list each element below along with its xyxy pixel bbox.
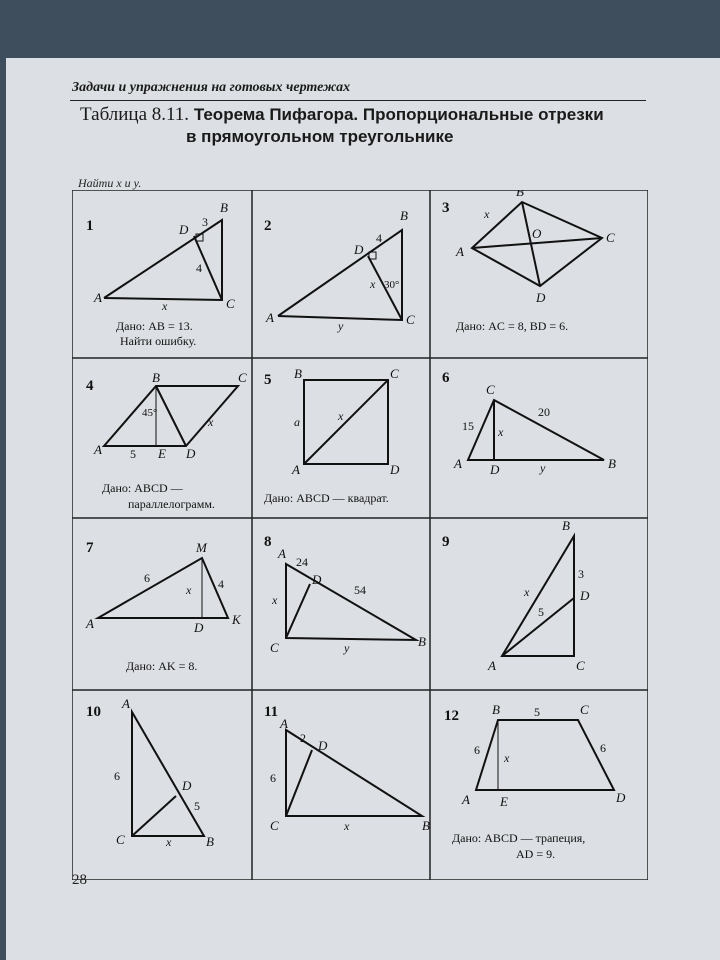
problem-number: 4 [86, 378, 94, 394]
label-A: A [94, 290, 102, 305]
segment-label: 15 [462, 419, 474, 433]
label-D: D [179, 222, 189, 237]
problem-grid-svg [72, 190, 648, 880]
label-A: A [462, 792, 470, 807]
label-D: D [186, 446, 196, 461]
given-text: параллелограмм. [128, 497, 215, 511]
given-text: Дано: AC = 8, BD = 6. [456, 319, 569, 333]
segment-label: 2 [300, 731, 306, 745]
problem-4 [86, 370, 247, 511]
label-A: A [122, 696, 130, 711]
label-B: B [418, 634, 426, 649]
label-A: A [488, 658, 496, 673]
segment-label: 5 [194, 799, 200, 813]
given-text: Дано: ABCD — квадрат. [264, 491, 389, 505]
label-A: A [454, 456, 462, 471]
problem-1 [86, 200, 235, 348]
label-B: B [294, 366, 302, 381]
label-B: B [152, 370, 160, 385]
problem-number: 8 [264, 534, 272, 550]
unknown-x: x [344, 819, 350, 833]
unknown-x: x [370, 277, 376, 291]
label-D: D [536, 290, 546, 305]
given-text: Дано: ABCD — трапеция, [452, 831, 586, 845]
label-D: D [182, 778, 192, 793]
label-M: M [196, 540, 207, 555]
header-rule [70, 100, 646, 101]
segment-label: 4 [376, 231, 382, 245]
segment-label: 6 [474, 743, 480, 757]
segment-label: 5 [534, 705, 540, 719]
unknown-x: x [524, 585, 530, 599]
segment-label: 54 [354, 583, 366, 597]
label-D: D [616, 790, 626, 805]
unknown-x: x [208, 415, 214, 429]
label-B: B [400, 208, 408, 223]
label-A: A [280, 716, 288, 731]
label-A: A [266, 310, 274, 325]
problem-11 [264, 704, 430, 833]
segment-label: 4 [218, 577, 224, 591]
unknown-y: y [338, 319, 344, 333]
label-B: B [492, 702, 500, 717]
label-B: B [562, 518, 570, 533]
label-A: A [86, 616, 94, 631]
instruction: Найти x и y. [78, 176, 142, 190]
problem-number: 1 [86, 218, 94, 234]
problem-5 [264, 366, 400, 505]
problem-number: 5 [264, 372, 272, 388]
label-C: C [580, 702, 589, 717]
unknown-x: x [166, 835, 172, 849]
given-text: Дано: ABCD — [102, 481, 183, 495]
problem-number: 10 [86, 704, 101, 720]
label-A: A [292, 462, 300, 477]
problem-number: 12 [444, 708, 459, 724]
label-C: C [270, 818, 279, 833]
problem-7 [85, 540, 242, 673]
problem-number: 2 [264, 218, 272, 234]
unknown-y: y [540, 461, 546, 475]
problem-8 [264, 534, 426, 655]
label-B: B [608, 456, 616, 471]
label-C: C [390, 366, 399, 381]
page-title [80, 104, 604, 148]
label-C: C [238, 370, 247, 385]
title-prefix: Таблица 8.11. [80, 104, 194, 125]
label-D: D [354, 242, 364, 257]
segment-label: 20 [538, 405, 550, 419]
problem-grid [72, 190, 648, 880]
problem-3 [442, 190, 615, 333]
label-C: C [606, 230, 615, 245]
segment-label: 24 [296, 555, 308, 569]
segment-label: 6 [270, 771, 276, 785]
title-line1: Теорема Пифагора. Пропорциональные отрезки [193, 105, 604, 124]
problem-12 [444, 702, 626, 861]
given-text: Найти ошибку. [120, 334, 197, 348]
label-A: A [278, 546, 286, 561]
label-C: C [226, 296, 235, 311]
problem-number: 7 [86, 540, 94, 556]
unknown-x: x [272, 593, 278, 607]
unknown-x: x [338, 409, 344, 423]
label-D: D [490, 462, 500, 477]
given-text: AD = 9. [516, 847, 556, 861]
label-A: A [94, 442, 102, 457]
unknown-x: x [498, 425, 504, 439]
given-text: Дано: AB = 13. [116, 319, 193, 333]
given-text: Дано: AK = 8. [126, 659, 198, 673]
problem-10 [86, 696, 214, 849]
label-C: C [116, 832, 125, 847]
label-E: E [500, 794, 508, 809]
label-B: B [206, 834, 214, 849]
label-D: D [312, 572, 322, 587]
side-a: a [294, 415, 300, 429]
problem-6 [442, 370, 616, 477]
label-B: B [422, 818, 430, 833]
problem-2 [264, 208, 415, 333]
label-D: D [580, 588, 590, 603]
problem-number: 11 [264, 704, 279, 720]
running-head: Задачи и упражнения на готовых чертежах [72, 80, 351, 95]
unknown-y: y [344, 641, 350, 655]
unknown-x: x [504, 751, 510, 765]
label-A: A [456, 244, 464, 259]
unknown-x: x [484, 207, 490, 221]
label-C: C [576, 658, 585, 673]
title-line2: в прямоугольном треугольнике [186, 127, 454, 146]
segment-label: 6 [114, 769, 120, 783]
unknown-x: x [186, 583, 192, 597]
unknown-x: x [162, 299, 168, 313]
label-E: E [158, 446, 166, 461]
problem-9 [442, 518, 590, 673]
label-C: C [486, 382, 495, 397]
problem-number: 9 [442, 534, 450, 550]
label-B: B [516, 190, 524, 199]
angle-label: 30° [384, 279, 400, 291]
segment-label: 6 [600, 741, 606, 755]
segment-label: 6 [144, 571, 150, 585]
label-D: D [318, 738, 328, 753]
angle-label: 45° [142, 407, 158, 419]
label-K: K [232, 612, 241, 627]
label-C: C [406, 312, 415, 327]
page-number: 28 [72, 872, 87, 888]
segment-label: 3 [578, 567, 584, 581]
problem-number: 6 [442, 370, 450, 386]
label-O: O [532, 226, 542, 241]
segment-label: 3 [202, 215, 208, 229]
segment-label: 5 [130, 447, 136, 461]
label-D: D [390, 462, 400, 477]
label-D: D [194, 620, 204, 635]
label-B: B [220, 200, 228, 215]
segment-label: 5 [538, 605, 544, 619]
label-C: C [270, 640, 279, 655]
segment-label: 4 [196, 261, 202, 275]
problem-number: 3 [442, 200, 450, 216]
